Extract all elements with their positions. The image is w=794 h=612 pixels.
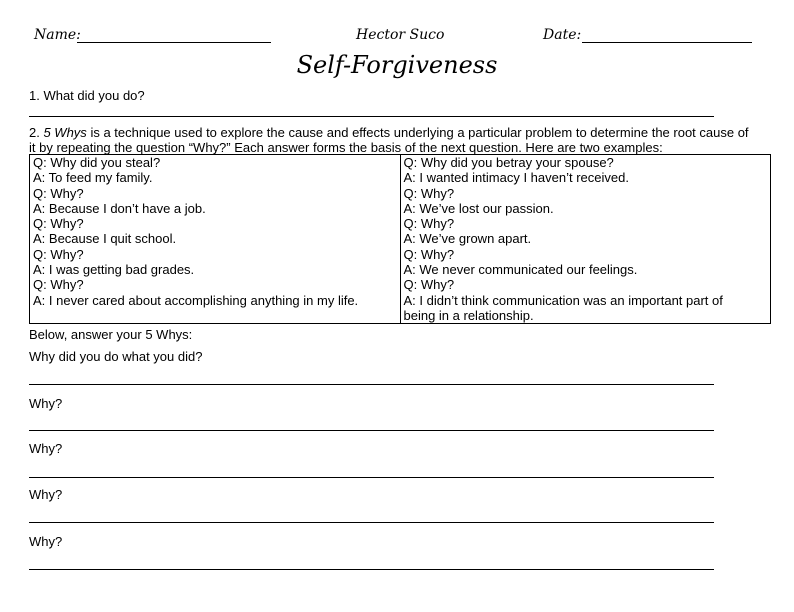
why-prompt-1: Why? bbox=[29, 396, 63, 411]
question-2-line-1 bbox=[29, 125, 749, 140]
five-whys-term: 5 Whys bbox=[43, 125, 87, 140]
date-field-line[interactable] bbox=[582, 42, 752, 43]
example-left-line: A: Because I don’t have a job. bbox=[33, 200, 206, 216]
name-label: Name: bbox=[34, 27, 81, 43]
answer-line-why-4[interactable] bbox=[29, 569, 714, 570]
example-right-line: A: We’ve grown apart. bbox=[403, 231, 532, 247]
answer-line-why-0[interactable] bbox=[29, 384, 714, 385]
answer-line-q1[interactable] bbox=[29, 116, 714, 117]
example-left-line: Q: Why? bbox=[33, 185, 84, 201]
example-right-line: being in a relationship. bbox=[403, 307, 534, 323]
question-2-number: 2. bbox=[29, 125, 40, 140]
answer-line-why-3[interactable] bbox=[29, 522, 714, 523]
why-prompt-4: Why? bbox=[29, 534, 63, 549]
example-left-line: A: I never cared about accomplishing anything in my life. bbox=[33, 292, 359, 308]
example-left-line: A: To feed my family. bbox=[33, 170, 153, 186]
example-right-line: A: I didn’t think communication was an important part of bbox=[403, 292, 723, 308]
question-2-line-1-text: is a technique used to explore the cause and effects underlying a particular problem to determine the root cause of bbox=[90, 125, 749, 140]
example-right-line: Q: Why? bbox=[403, 185, 455, 201]
page-title: Self-Forgiveness bbox=[296, 51, 498, 79]
answer-line-why-2[interactable] bbox=[29, 477, 714, 478]
example-left-line: A: Because I quit school. bbox=[33, 231, 177, 247]
why-prompt-2: Why? bbox=[29, 441, 63, 456]
example-left-line: Q: Why? bbox=[33, 216, 84, 232]
question-2 bbox=[29, 125, 749, 155]
example-right-line: Q: Why? bbox=[403, 277, 455, 293]
example-left-column bbox=[30, 155, 401, 324]
examples-table bbox=[29, 154, 771, 324]
question-2-line-2: it by repeating the question “Why?” Each answer forms the basis of the next question. Here are two examples: bbox=[29, 140, 663, 155]
example-right-line: Q: Why? bbox=[403, 246, 455, 262]
name-field-line[interactable] bbox=[77, 42, 271, 43]
example-right-line: A: We’ve lost our passion. bbox=[403, 200, 554, 216]
example-right-line: Q: Why? bbox=[403, 216, 455, 232]
question-1: 1. What did you do? bbox=[29, 88, 145, 103]
example-right-line: A: We never communicated our feelings. bbox=[403, 262, 638, 278]
example-right-line: Q: Why did you betray your spouse? bbox=[403, 155, 614, 170]
answer-line-why-1[interactable] bbox=[29, 430, 714, 431]
answer-intro: Below, answer your 5 Whys: bbox=[29, 327, 193, 342]
date-label: Date: bbox=[543, 27, 582, 43]
example-right-column bbox=[400, 155, 771, 324]
example-left-line: Q: Why did you steal? bbox=[33, 155, 161, 170]
first-why-prompt: Why did you do what you did? bbox=[29, 349, 203, 364]
example-left-line: Q: Why? bbox=[33, 277, 84, 293]
example-left-line: A: I was getting bad grades. bbox=[33, 262, 195, 278]
example-right-line: A: I wanted intimacy I haven’t received. bbox=[403, 170, 629, 186]
why-prompt-3: Why? bbox=[29, 487, 63, 502]
example-left-line: Q: Why? bbox=[33, 246, 84, 262]
student-name: Hector Suco bbox=[356, 27, 445, 43]
